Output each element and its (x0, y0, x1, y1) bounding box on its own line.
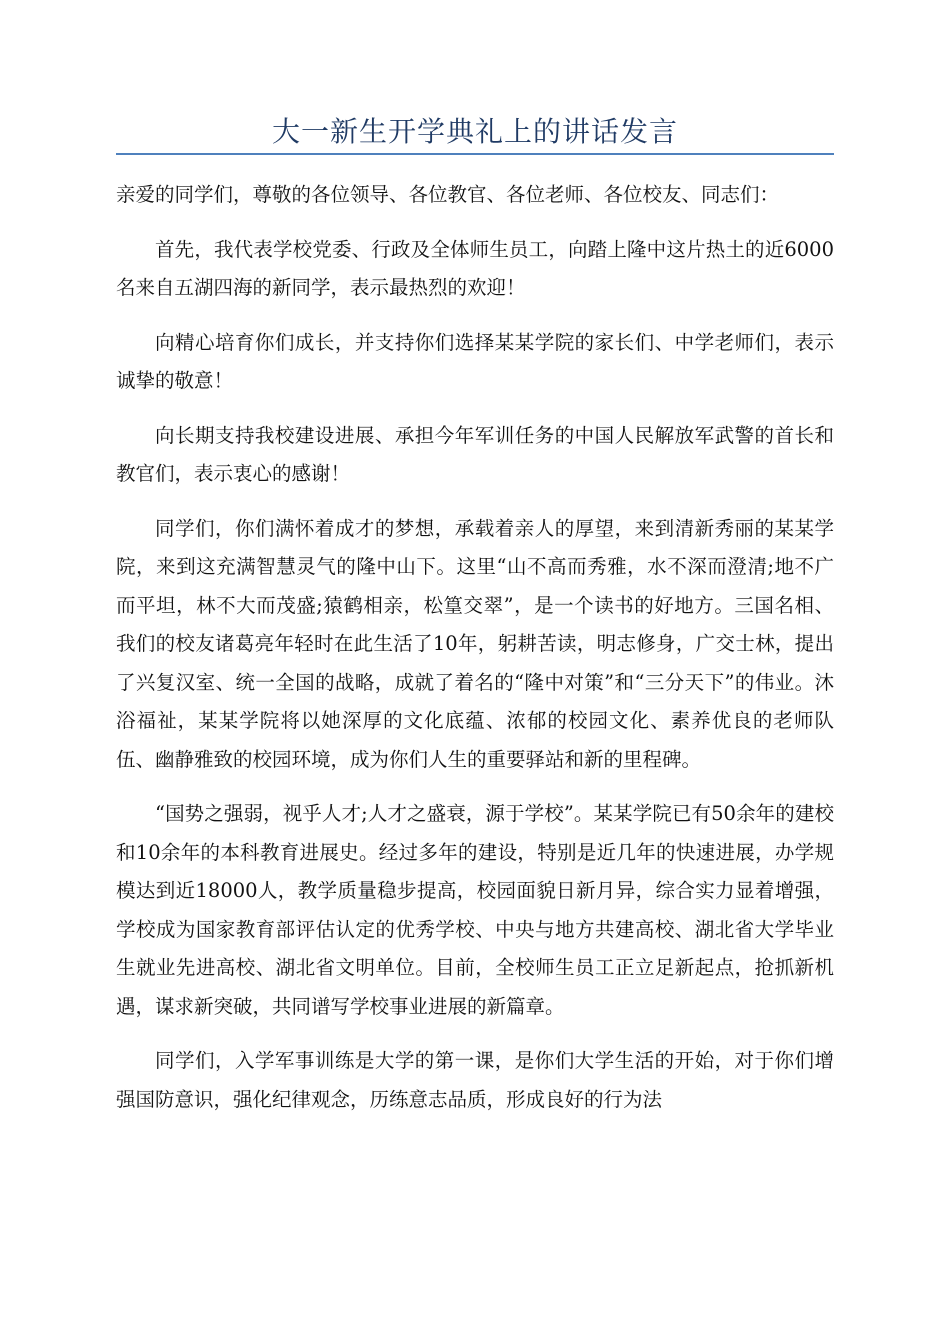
paragraph: 同学们，入学军事训练是大学的第一课，是你们大学生活的开始，对于你们增强国防意识，强化纪律观念，历练意志品质，形成良好的行为法 (116, 1049, 834, 1111)
title-underline (116, 153, 834, 155)
paragraph: 同学们，你们满怀着成才的梦想，承载着亲人的厚望，来到清新秀丽的某某学院，来到这充满智慧灵气的隆中山下。这里“山不高而秀雅，水不深而澄清;地不广而平坦，林不大而茂盛;猿鹤相亲，松篁交翠”，是一个读书的好地方。三国名相、我们的校友诸葛亮年轻时在此生活了10年，躬耕苦读，明志修身，广交士林，提出了兴复汉室、统一全国的战略，成就了着名的“隆中对策”和“三分天下”的伟业。沐浴福祉，某某学院将以她深厚的文化底蕴、浓郁的校园文化、素养优良的老师队伍、幽静雅致的校园环境，成为你们人生的重要驿站和新的里程碑。 (116, 516, 834, 771)
paragraph: 首先，我代表学校党委、行政及全体师生员工，向踏上隆中这片热土的近6000名来自五湖四海的新同学，表示最热烈的欢迎！ (116, 237, 834, 299)
paragraph: “国势之强弱，视乎人才;人才之盛衰，源于学校”。某某学院已有50余年的建校和10余年的本科教育进展史。经过多年的建设，特别是近几年的快速进展，办学规模达到近18000人，教学质量稳步提高，校园面貌日新月异，综合实力显着增强，学校成为国家教育部评估认定的优秀学校、中央与地方共建高校、湖北省大学毕业生就业先进高校、湖北省文明单位。目前，全校师生员工正立足新起点，抢抓新机遇，谋求新突破，共同谱写学校事业进展的新篇章。 (116, 802, 834, 1018)
paragraph: 向精心培育你们成长，并支持你们选择某某学院的家长们、中学老师们，表示诚挚的敬意！ (116, 330, 834, 392)
document-title: 大一新生开学典礼上的讲话发言 (271, 115, 678, 148)
document-body (116, 176, 834, 1135)
paragraph: 向长期支持我校建设进展、承担今年军训任务的中国人民解放军武警的首长和教官们，表示衷心的感谢！ (116, 423, 834, 485)
paragraph: 亲爱的同学们，尊敬的各位领导、各位教官、各位老师、各位校友、同志们： (116, 183, 780, 206)
